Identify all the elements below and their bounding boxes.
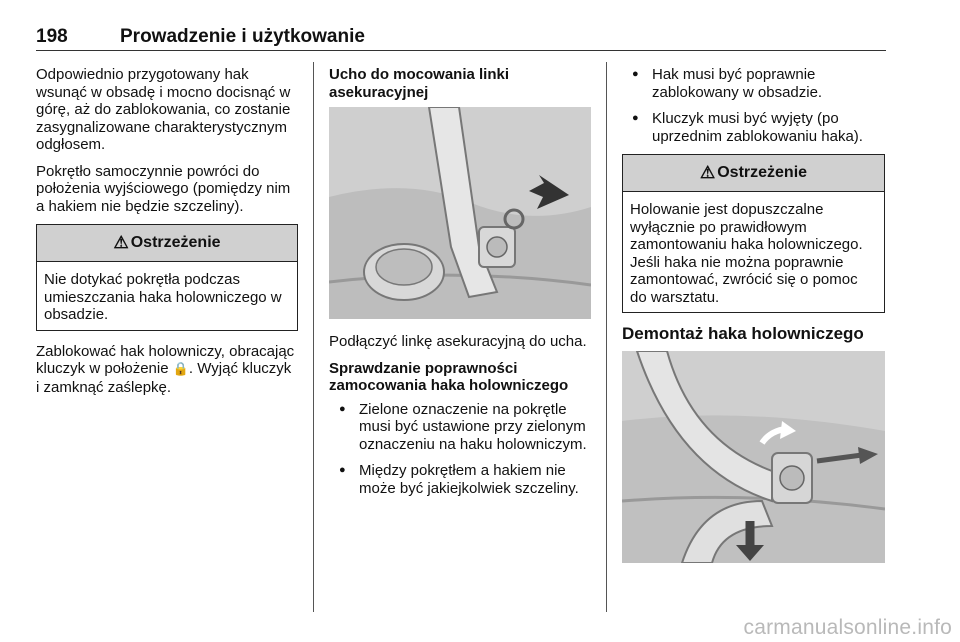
paragraph: Pokrętło samoczynnie powróci do położenia wyjściowego (pomiędzy nim a hakiem nie będzie szczeliny). — [36, 162, 291, 215]
column-divider-2 — [606, 62, 607, 612]
bullet-list — [622, 66, 885, 145]
safety-cable-eye-illustration — [329, 107, 591, 319]
watermark: carmanualsonline.info — [743, 616, 952, 639]
warning-triangle-icon: ⚠ — [113, 233, 129, 253]
illustration-svg — [622, 351, 885, 563]
subheading: Ucho do mocowania linki asekuracyjnej — [329, 66, 510, 101]
column-3 — [622, 66, 885, 577]
page-header — [36, 22, 886, 52]
lock-position-icon: 🔒 — [172, 362, 189, 377]
warning-triangle-icon: ⚠ — [699, 163, 716, 183]
column-2 — [329, 66, 591, 506]
paragraph: Odpowiednio przygotowany hak wsunąć w obsadę i mocno docisnąć w górę, aż do zablokowania, co zostanie zasygnalizowane charakterystycznym odgłosem. — [36, 66, 291, 153]
warning-box — [622, 154, 885, 313]
subheading: Sprawdzanie poprawności zamocowania haka holowniczego — [329, 359, 569, 394]
warning-title: Ostrzeżenie — [717, 164, 808, 182]
illustration-svg — [329, 107, 591, 319]
paragraph: Podłączyć linkę asekuracyjną do ucha. — [329, 333, 587, 350]
warning-text: Holowanie jest dopuszczalne wyłącznie po prawidłowym zamontowaniu haka holowniczego. Jeśli haka nie można poprawnie zamontować, zwrócić się o pomoc do warsztatu. — [630, 201, 863, 306]
header-rule — [36, 50, 886, 51]
warning-text: Nie dotykać pokrętła podczas umieszczania haka holowniczego w obsadzie. — [44, 271, 282, 323]
bullet-list — [329, 401, 591, 498]
remove-key-instruction: Wyjąć kluczyk i zamknąć zaślepkę. — [36, 360, 292, 396]
list-item: ● Zielone oznaczenie na pokrętle musi być ustawione przy zielonym oznaczeniu na haku holowniczym. — [329, 401, 591, 454]
column-1 — [36, 66, 298, 405]
chapter-title: Prowadzenie i użytkowanie — [120, 26, 365, 47]
list-item: ● Kluczyk musi być wyjęty (po uprzednim zablokowaniu haka). — [622, 110, 885, 145]
column-divider-1 — [313, 62, 314, 612]
list-item: ● Hak musi być poprawnie zablokowany w obsadzie. — [622, 66, 885, 101]
page-number: 198 — [36, 26, 68, 47]
paragraph: Zablokować hak holowniczy, obracając kluczyk w położenie 🔒. Wyjąć kluczyk i zamknąć zaślepkę. — [36, 342, 295, 396]
list-item: ● Między pokrętłem a hakiem nie może być jakiejkolwiek szczeliny. — [329, 462, 591, 497]
towbar-removal-illustration — [622, 351, 885, 563]
warning-header — [37, 225, 297, 262]
warning-box — [36, 224, 298, 331]
warning-title: Ostrzeżenie — [130, 234, 221, 252]
warning-header — [623, 155, 884, 192]
section-title: Demontaż haka holowniczego — [622, 324, 864, 343]
lock-instruction: Zablokować hak holowniczy, obracając kluczyk w położenie — [36, 342, 295, 377]
